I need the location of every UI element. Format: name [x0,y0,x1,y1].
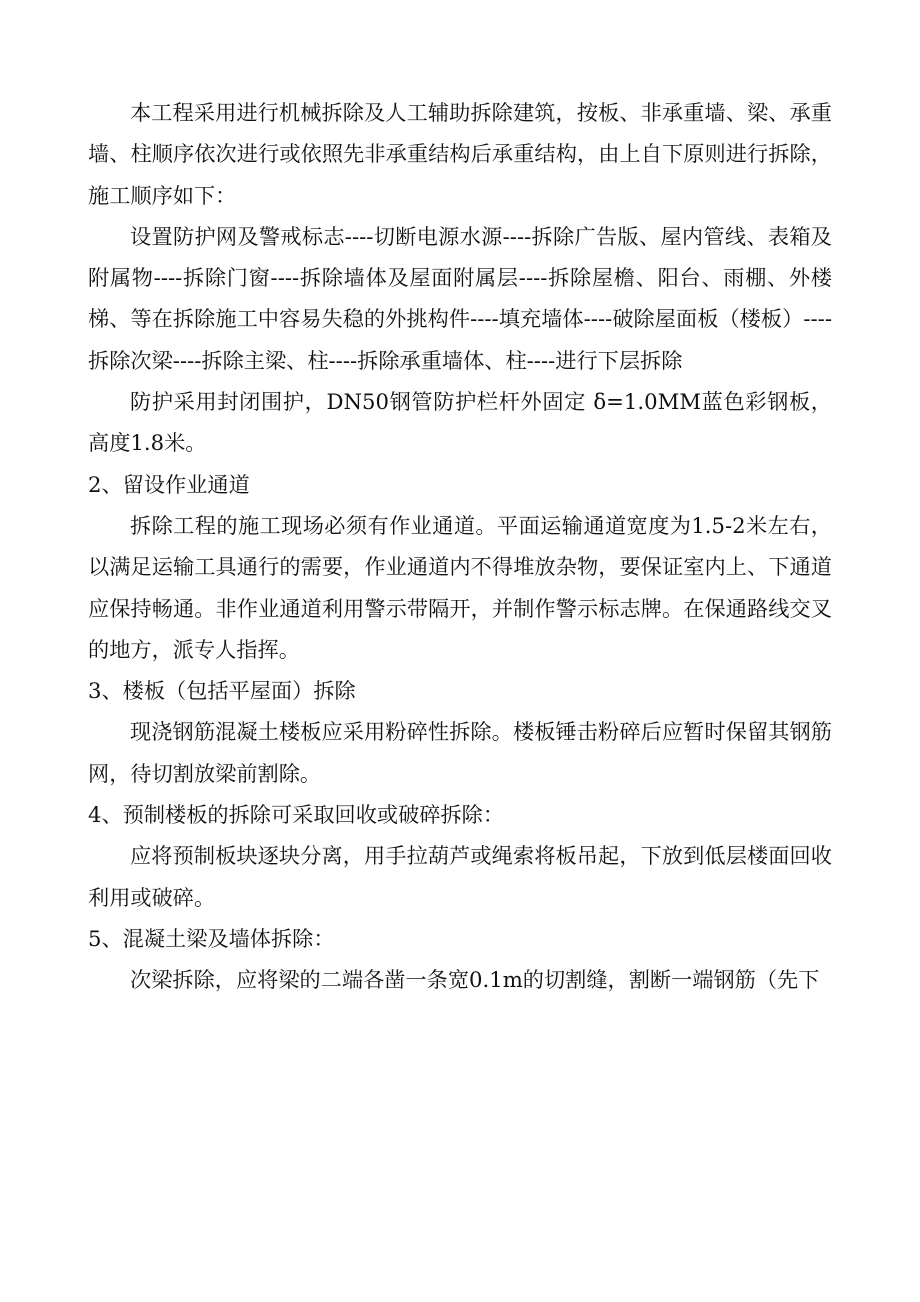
paragraph-work-passage: 拆除工程的施工现场必须有作业通道。平面运输通道宽度为1.5-2米左右，以满足运输工具通行的需要，作业通道内不得堆放杂物，要保证室内上、下通道应保持畅通。非作业通道利用警示带隔开，并制作警示标志牌。在保通路线交叉的地方，派专人指挥。 [88,512,832,662]
document-page [88,92,832,1001]
section-heading-precast-slab-removal: 4、预制楼板的拆除可采取回收或破碎拆除： [88,802,505,828]
paragraph-construction-sequence: 设置防护网及警戒标志----切断电源水源----拆除广告版、屋内管线、表箱及附属物----拆除门窗----拆除墙体及屋面附属层----拆除屋檐、阳台、雨棚、外楼梯、等在拆除施工中容易失稳的外挑构件----填充墙体----破除屋面板（楼板）----拆除次梁----拆除主梁、柱----拆除承重墙体、柱----进行下层拆除 [88,223,832,373]
section-heading-beam-wall-removal: 5、混凝土梁及墙体拆除： [88,925,335,951]
paragraph-floor-slab-removal: 现浇钢筋混凝土楼板应采用粉碎性拆除。楼板锤击粉碎后应暂时保留其钢筋网，待切割放梁前割除。 [88,719,832,786]
section-heading-work-passage: 2、留设作业通道 [88,471,250,497]
paragraph-beam-removal: 次梁拆除，应将梁的二端各凿一条宽0.1m的切割缝，割断一端钢筋（先下 [130,967,820,993]
section-heading-floor-slab-removal: 3、楼板（包括平屋面）拆除 [88,678,356,704]
paragraph-protection-enclosure: 防护采用封闭围护，DN50钢管防护栏杆外固定 δ=1.0MM蓝色彩钢板，高度1.8米。 [88,389,832,456]
paragraph-demolition-method: 本工程采用进行机械拆除及人工辅助拆除建筑，按板、非承重墙、梁、承重墙、柱顺序依次进行或依照先非承重结构后承重结构，由上自下原则进行拆除，施工顺序如下： [88,100,832,208]
paragraph-precast-slab-removal: 应将预制板块逐块分离，用手拉葫芦或绳索将板吊起，下放到低层楼面回收利用或破碎。 [88,843,832,910]
